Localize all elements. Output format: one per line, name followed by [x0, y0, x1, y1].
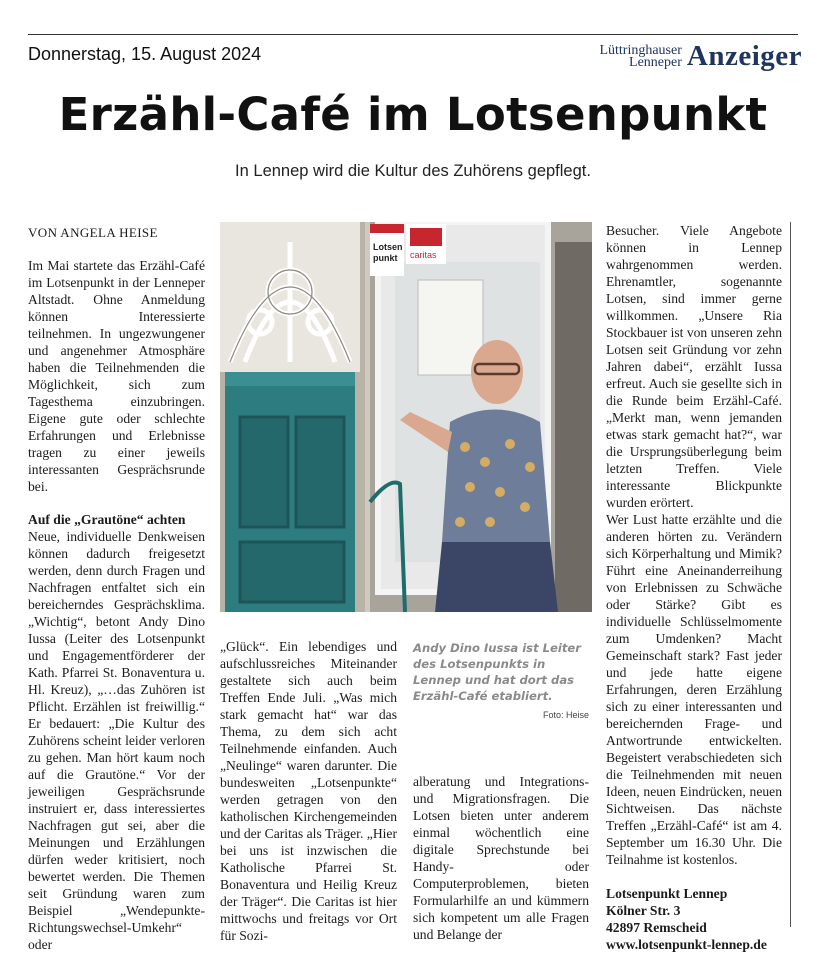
photo-caption: Andy Dino Iussa ist Leiter des Lotsenpunkts in Lennep und hat dort das Erzähl-Café etabliert. Foto: Heise	[413, 640, 589, 723]
contact-website[interactable]: www.lotsenpunkt-lennep.de	[606, 937, 767, 952]
contact-name: Lotsenpunkt Lennep	[606, 886, 728, 901]
subheading: Auf die „Grautöne“ achten	[28, 512, 186, 527]
article-subtitle: In Lennep wird die Kultur des Zuhörens gepflegt.	[235, 162, 591, 180]
paragraph: Im Mai startete das Erzähl-Café im Lotsenpunkt in der Lenneper Altstadt. Ohne Anmeldung können Interessierte teilnehmen. In ungezwungener und angenehmer Atmosphäre haben die Teilnehmenden die Möglichkeit, sich zum Tagesthema einzubringen. Eigene gute oder schlechte Erfahrungen und Erlebnisse tragen zu einer jeweils interessanten Gesprächsrunde bei.	[28, 258, 205, 494]
masthead-small: Lüttringhauser Lenneper	[599, 42, 682, 70]
paragraph: Wer Lust hatte erzählte und die anderen hörten zu. Verändern sich Körperhaltung und Mimik? Führt eine Aneinanderreihung von Erlebnissen zu Schwäche oder Stärke? Gibt es individuelle Schlüsselmomente zum Umdenken? Macht Gemeinschaft stark? Fast jeder und jede hatte eigene Erfahrungen, deren Erzählung sich zu einer interessanten und bereichernden Frage- und Antwortrunde entwickelten. Begeistert verabschiedeten sich die Teilnehmenden mit neuen Ideen, neuen Eindrücken, neuen Sichtweisen. Das nächste Treffen „Erzähl-Café“ ist am 4. September um 16.30 Uhr. Die Teilnahme ist kostenlos.	[606, 512, 782, 867]
paragraph: alberatung und Integrations- und Migrationsfragen. Die Lotsen bieten unter anderem einmal wöchentlich eine digitale Sprechstunde bei Handy- oder Computerproblemen, bieten Formularhilfe an und kümmern sich kompetent um alle Fragen und Belange der	[413, 774, 589, 942]
masthead-logo: Anzeiger	[686, 40, 802, 72]
photo-credit: Foto: Heise	[542, 710, 589, 720]
masthead	[599, 40, 802, 73]
photo-illustration	[220, 222, 592, 612]
contact-city: 42897 Remscheid	[606, 920, 707, 935]
paragraph: Besucher. Viele Angebote können in Lennep wahrgenommen werden. Ehrenamtler, sogenannte Lotsen, sind immer gerne willkommen. „Unsere Ria Stockbauer ist von unseren zehn Lotsen seit Gründung vor zehn Jahren dabei“, erzählt Iussa erfreut. Auch sie gesellte sich in die Runde beim Erzähl-Café. „Merkt man, wenn jemanden etwas stark gemacht hat?“, war die Ursprungsüberlegung beim letzten Treffen. Viele interessante Blickpunkte wurden erörtert.	[606, 223, 782, 510]
column-4	[606, 222, 782, 953]
column-1	[28, 224, 205, 953]
svg-text:caritas: caritas	[410, 250, 437, 260]
top-rule	[28, 34, 798, 35]
column-rule	[790, 222, 791, 927]
paragraph: Neue, individuelle Denkweisen können dadurch freigesetzt werden, denn durch Fragen und Nachfragen entfaltet sich ein bereicherndes Gesprächsklima. „Wichtig“, betont Andy Dino Iussa (Leiter des Lotsenpunkt und Engagementförderer der Kath. Pfarrei St. Bonaventura u. Hl. Kreuz), „…das Zuhören ist Pflicht. Erzählen ist freiwillig.“ Er bedauert: „Die Kultur des Zuhörens scheint leider verloren zu gehen. Man hört kaum noch auf die Grautöne.“ Vor der jeweiligen Gesprächsrunde instruiert er, dass interessiertes Nachfragen gut sei, aber die Meinungen und Erzählungen dürfen weder kritisiert, noch bewertet werden. Die Themen seit Gründung waren zum Beispiel „Wendepunkte-Richtungswechsel-Umkehr“ oder	[28, 529, 205, 952]
column-3	[413, 773, 589, 943]
byline: VON ANGELA HEISE	[28, 225, 158, 240]
svg-text:punkt: punkt	[373, 253, 398, 263]
contact-block	[606, 885, 782, 953]
column-2	[220, 638, 397, 944]
article-photo	[220, 222, 592, 612]
paragraph: „Glück“. Ein lebendiges und aufschlussreiches Miteinander gestaltete sich auch beim Treffen Ende Juli. „Was mich stark gemacht hat“ war das Thema, zu dem sich acht Teilnehmende einfanden. Auch „Neulinge“ waren darunter. Die bundesweiten „Lotsenpunkte“ werden getragen von den katholischen Kirchengemeinden und der Caritas als Träger. „Hier bei uns ist inzwischen die Katholische Pfarrei St. Bonaventura und Heilig Kreuz der Träger“. Die Caritas ist hier mittwochs und freitags vor Ort für Sozi-	[220, 639, 397, 943]
article-title: Erzähl-Café im Lotsenpunkt	[58, 88, 768, 141]
svg-text:Lotsen: Lotsen	[373, 242, 403, 252]
issue-date: Donnerstag, 15. August 2024	[28, 44, 262, 64]
contact-street: Kölner Str. 3	[606, 903, 681, 918]
